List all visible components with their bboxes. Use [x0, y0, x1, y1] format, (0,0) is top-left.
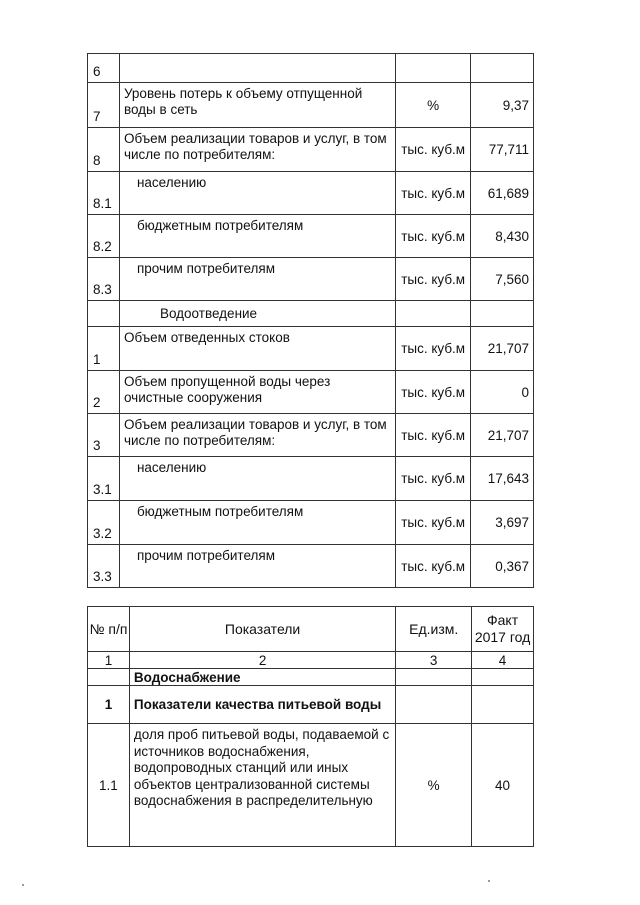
- table-section-row: [88, 301, 534, 327]
- column-number: 1: [88, 652, 130, 669]
- row-unit: тыс. куб.м: [396, 457, 471, 501]
- row-name: Объем отведенных стоков: [119, 327, 395, 371]
- row-name: Уровень потерь к объему отпущенной воды в сеть: [119, 83, 395, 128]
- row-number: [88, 669, 130, 686]
- table-row: [88, 215, 534, 258]
- row-unit: [396, 669, 472, 686]
- row-unit: тыс. куб.м: [396, 371, 471, 414]
- table-water-quality: [87, 606, 534, 847]
- row-value: 7,560: [471, 258, 534, 301]
- row-unit: тыс. куб.м: [396, 172, 471, 215]
- column-number: 2: [129, 652, 395, 669]
- row-number: 8.1: [88, 172, 120, 215]
- row-name: [119, 54, 395, 83]
- row-unit: тыс. куб.м: [396, 327, 471, 371]
- row-value: [471, 54, 534, 83]
- row-value: 0: [471, 371, 534, 414]
- table-section-row: [88, 669, 534, 686]
- row-value: 21,707: [471, 327, 534, 371]
- row-number: 3.1: [88, 457, 120, 501]
- table-row: [88, 501, 534, 545]
- row-number: 6: [88, 54, 120, 83]
- row-name: доля проб питьевой воды, подаваемой с источников водоснабжения, водопроводных станций или иных объектов централизованной системы водоснабжения в распределительную: [129, 724, 395, 847]
- table-group-row: [88, 686, 534, 724]
- scan-speck: [488, 880, 490, 882]
- section-title: Водоотведение: [119, 301, 395, 327]
- row-value: 0,367: [471, 545, 534, 588]
- table-row: [88, 128, 534, 172]
- row-unit: тыс. куб.м: [396, 414, 471, 457]
- header-name: Показатели: [129, 607, 395, 652]
- row-unit: тыс. куб.м: [396, 258, 471, 301]
- header-fact: Факт 2017 год: [472, 607, 534, 652]
- row-value: [472, 686, 534, 724]
- column-number: 3: [396, 652, 472, 669]
- table-row: [88, 414, 534, 457]
- header-unit: Ед.изм.: [396, 607, 472, 652]
- row-unit: тыс. куб.м: [396, 215, 471, 258]
- table-row: [88, 457, 534, 501]
- table-header-row: [88, 607, 534, 652]
- row-value: [471, 301, 534, 327]
- row-name: Объем реализации товаров и услуг, в том числе по потребителям:: [119, 128, 395, 172]
- table-row: [88, 83, 534, 128]
- row-name: населению: [119, 457, 395, 501]
- table-row: [88, 545, 534, 588]
- row-unit: %: [396, 724, 472, 847]
- header-num: № п/п: [88, 607, 130, 652]
- table-water-indicators: [87, 53, 534, 588]
- row-value: 3,697: [471, 501, 534, 545]
- table-row: [88, 54, 534, 83]
- row-unit: [396, 301, 471, 327]
- row-value: [472, 669, 534, 686]
- row-number: 3.2: [88, 501, 120, 545]
- row-unit: тыс. куб.м: [396, 545, 471, 588]
- row-unit: тыс. куб.м: [396, 128, 471, 172]
- row-number: [88, 301, 120, 327]
- row-name: населению: [119, 172, 395, 215]
- row-name: прочим потребителям: [119, 258, 395, 301]
- row-value: 77,711: [471, 128, 534, 172]
- row-name: бюджетным потребителям: [119, 215, 395, 258]
- table-row: [88, 172, 534, 215]
- row-name: Объем реализации товаров и услуг, в том числе по потребителям:: [119, 414, 395, 457]
- row-number: 8.2: [88, 215, 120, 258]
- row-value: 8,430: [471, 215, 534, 258]
- row-number: 8.3: [88, 258, 120, 301]
- row-number: 8: [88, 128, 120, 172]
- group-number: 1: [88, 686, 130, 724]
- row-value: 61,689: [471, 172, 534, 215]
- table-row: [88, 327, 534, 371]
- row-number: 7: [88, 83, 120, 128]
- scan-speck: [22, 884, 24, 886]
- group-title: Показатели качества питьевой воды: [129, 686, 395, 724]
- row-name: бюджетным потребителям: [119, 501, 395, 545]
- row-unit: %: [396, 83, 471, 128]
- row-name: Объем пропущенной воды через очистные сооружения: [119, 371, 395, 414]
- row-number: 1: [88, 327, 120, 371]
- column-numbers-row: [88, 652, 534, 669]
- table-row: [88, 371, 534, 414]
- row-unit: [396, 54, 471, 83]
- section-title: Водоснабжение: [129, 669, 395, 686]
- row-value: 9,37: [471, 83, 534, 128]
- row-number: 3.3: [88, 545, 120, 588]
- row-number: 3: [88, 414, 120, 457]
- row-value: 21,707: [471, 414, 534, 457]
- column-number: 4: [472, 652, 534, 669]
- row-value: 40: [472, 724, 534, 847]
- row-value: 17,643: [471, 457, 534, 501]
- row-number: 1.1: [88, 724, 130, 847]
- row-number: 2: [88, 371, 120, 414]
- table-row: [88, 724, 534, 847]
- row-unit: [396, 686, 472, 724]
- row-unit: тыс. куб.м: [396, 501, 471, 545]
- table-row: [88, 258, 534, 301]
- row-name: прочим потребителям: [119, 545, 395, 588]
